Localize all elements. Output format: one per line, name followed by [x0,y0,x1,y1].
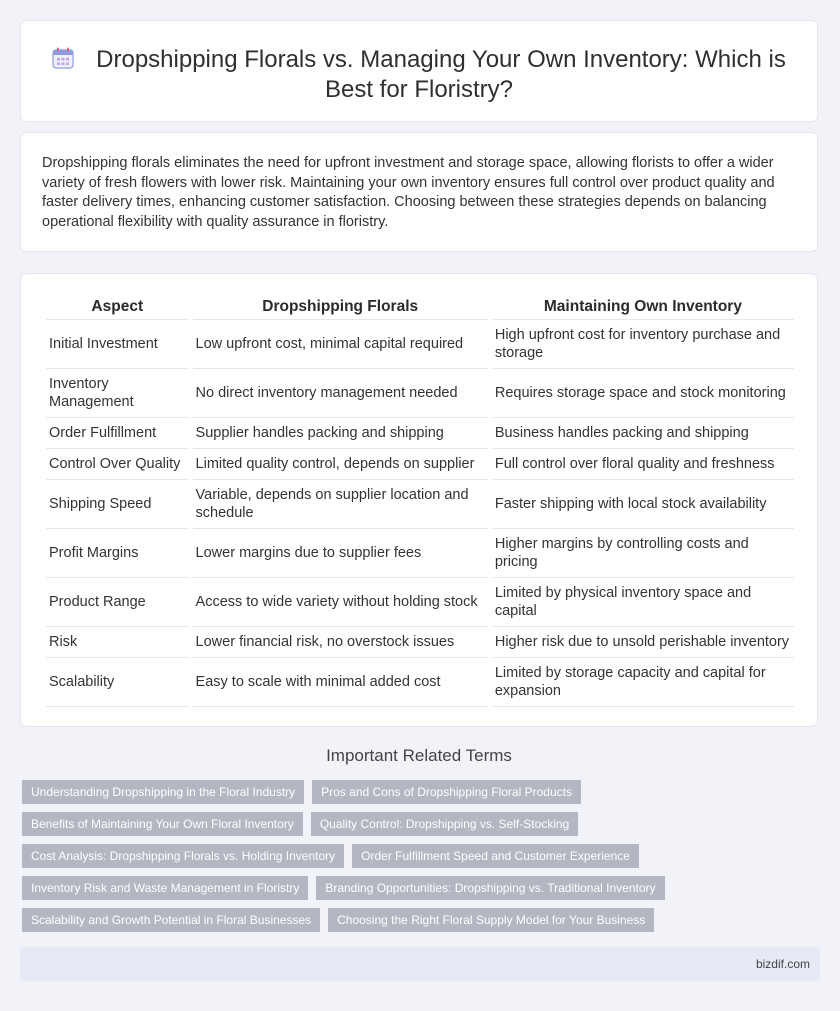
table-row [46,418,794,449]
dropshipping-cell: Supplier handles packing and shipping [193,418,488,449]
table-row [46,627,794,658]
footer-site-link[interactable]: bizdif.com [755,957,810,971]
comparison-table-card [20,273,818,727]
footer [20,947,820,981]
table-row [46,369,794,418]
related-term-tag[interactable]: Understanding Dropshipping in the Floral Industry [22,780,304,804]
dropshipping-cell: No direct inventory management needed [193,369,488,418]
intro-paragraph: Dropshipping florals eliminates the need for upfront investment and storage space, allowing florists to offer a wider variety of fresh flowers with lower risk. Maintaining your own inventory ensures full control over product quality and faster delivery times, enhancing customer satisfaction. Choosing between these strategies depends on balancing operational flexibility with quality assurance in floristry. [42,155,775,230]
own-inventory-cell: Limited by storage capacity and capital for expansion [492,658,794,707]
table-header-row [46,295,794,320]
own-inventory-cell: Higher margins by controlling costs and pricing [492,529,794,578]
comparison-table [42,295,798,707]
aspect-cell: Shipping Speed [46,480,189,529]
table-row [46,449,794,480]
related-term-tag[interactable]: Choosing the Right Floral Supply Model for Your Business [328,908,654,932]
related-term-tag[interactable]: Pros and Cons of Dropshipping Floral Products [312,780,581,804]
intro-card [20,132,818,252]
table-row [46,658,794,707]
aspect-cell: Control Over Quality [46,449,189,480]
column-header: Maintaining Own Inventory [492,295,794,320]
dropshipping-cell: Low upfront cost, minimal capital required [193,320,488,369]
related-term-tag[interactable]: Benefits of Maintaining Your Own Floral Inventory [22,812,303,836]
aspect-cell: Order Fulfillment [46,418,189,449]
aspect-cell: Initial Investment [46,320,189,369]
aspect-cell: Inventory Management [46,369,189,418]
page-title-wrap [51,45,787,105]
page-title: Dropshipping Florals vs. Managing Your Own Inventory: Which is Best for Floristry? [96,46,786,103]
table-body [46,320,794,707]
column-header: Dropshipping Florals [193,295,488,320]
related-terms-list [22,780,682,932]
own-inventory-cell: Full control over floral quality and freshness [492,449,794,480]
header-card [20,20,818,122]
dropshipping-cell: Lower margins due to supplier fees [193,529,488,578]
dropshipping-cell: Limited quality control, depends on supplier [193,449,488,480]
aspect-cell: Scalability [46,658,189,707]
related-term-tag[interactable]: Cost Analysis: Dropshipping Florals vs. Holding Inventory [22,844,344,868]
table-row [46,480,794,529]
aspect-cell: Product Range [46,578,189,627]
own-inventory-cell: Faster shipping with local stock availability [492,480,794,529]
table-row [46,578,794,627]
own-inventory-cell: Requires storage space and stock monitoring [492,369,794,418]
own-inventory-cell: High upfront cost for inventory purchase and storage [492,320,794,369]
own-inventory-cell: Higher risk due to unsold perishable inventory [492,627,794,658]
related-term-tag[interactable]: Order Fulfillment Speed and Customer Experience [352,844,639,868]
related-term-tag[interactable]: Quality Control: Dropshipping vs. Self-Stocking [311,812,578,836]
aspect-cell: Profit Margins [46,529,189,578]
related-term-tag[interactable]: Inventory Risk and Waste Management in Floristry [22,876,308,900]
dropshipping-cell: Variable, depends on supplier location and schedule [193,480,488,529]
table-row [46,320,794,369]
dropshipping-cell: Easy to scale with minimal added cost [193,658,488,707]
calendar-icon [52,47,74,69]
dropshipping-cell: Access to wide variety without holding stock [193,578,488,627]
related-terms-title: Important Related Terms [326,746,512,765]
aspect-cell: Risk [46,627,189,658]
related-term-tag[interactable]: Scalability and Growth Potential in Floral Businesses [22,908,320,932]
column-header: Aspect [46,295,189,320]
dropshipping-cell: Lower financial risk, no overstock issues [193,627,488,658]
own-inventory-cell: Business handles packing and shipping [492,418,794,449]
table-row [46,529,794,578]
related-term-tag[interactable]: Branding Opportunities: Dropshipping vs. Traditional Inventory [316,876,664,900]
own-inventory-cell: Limited by physical inventory space and capital [492,578,794,627]
